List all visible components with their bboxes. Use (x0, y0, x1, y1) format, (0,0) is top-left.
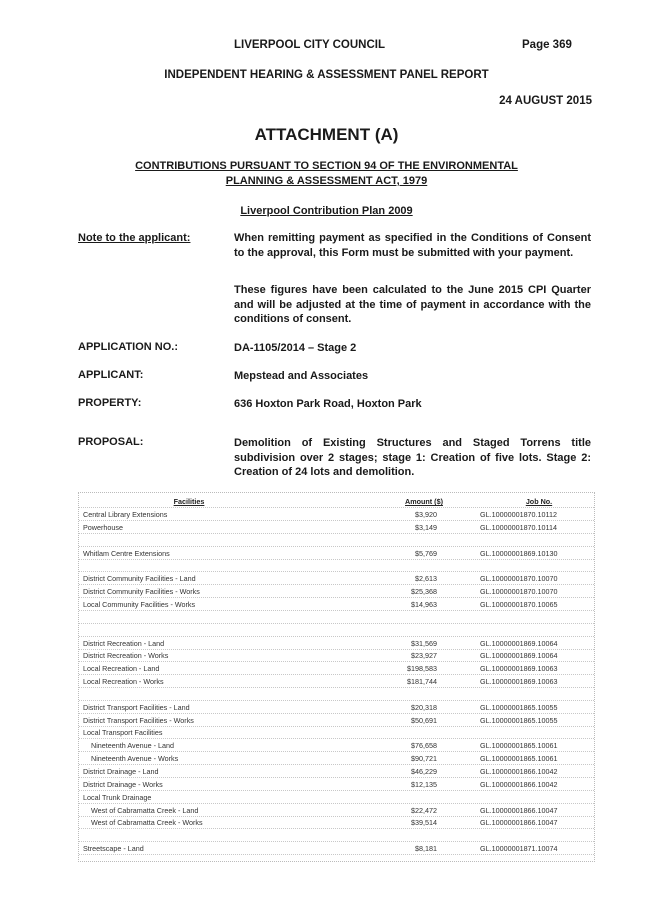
table-row (79, 585, 594, 598)
table-row (79, 688, 594, 701)
job-no-cell: GL.10000001869.10064 (480, 638, 558, 648)
job-no-cell: GL.10000001869.10130 (480, 548, 558, 558)
table-row (79, 842, 594, 855)
facility-cell: District Transport Facilities - Land (83, 702, 190, 712)
header-amount: Amount ($) (405, 497, 443, 506)
amount-cell: $5,769 (415, 548, 437, 558)
amount-cell: $31,569 (411, 638, 437, 648)
amount-cell: $90,721 (411, 754, 437, 764)
plan-name: Liverpool Contribution Plan 2009 (240, 205, 413, 217)
amount-cell: $46,229 (411, 767, 437, 776)
header-facilities: Facilities (173, 497, 205, 506)
applicant-value: Mepstead and Associates (234, 370, 369, 382)
table-row (79, 521, 594, 534)
facility-cell: District Recreation - Land (83, 638, 165, 648)
job-no-cell: GL.10000001870.10070 (480, 587, 558, 597)
amount-cell: $39,514 (411, 818, 437, 828)
facility-cell: District Drainage - Land (83, 767, 159, 776)
facility-cell: District Community Facilities - Works (83, 587, 200, 597)
application-value: DA-1105/2014 – Stage 2 (234, 342, 357, 354)
table-row (79, 637, 594, 650)
job-no-cell: GL.10000001870.10114 (480, 522, 558, 532)
table-row (79, 791, 594, 804)
job-no-cell: GL.10000001871.10074 (480, 844, 558, 854)
facility-cell: District Recreation - Works (83, 651, 169, 661)
table-row (79, 611, 594, 624)
job-no-cell: GL.10000001869.10063 (480, 664, 558, 674)
facility-cell: Central Library Extensions (83, 510, 168, 519)
facility-cell: District Transport Facilities - Works (83, 715, 194, 725)
job-no-cell: GL.10000001870.10112 (480, 510, 558, 519)
amount-cell: $12,135 (411, 779, 437, 789)
note-paragraph-1: When remitting payment as specified in the Conditions of Consent to the approval, this Form must be submitted with your payment. (234, 232, 591, 259)
report-date: 24 AUGUST 2015 (499, 95, 592, 107)
amount-cell: $20,318 (411, 702, 437, 712)
subtitle-line1: CONTRIBUTIONS PURSUANT TO SECTION 94 OF THE ENVIRONMENTAL (135, 160, 518, 172)
facility-cell: Nineteenth Avenue - Works (91, 754, 179, 764)
amount-cell: $2,613 (415, 574, 437, 584)
amount-cell: $3,149 (415, 522, 437, 532)
job-no-cell: GL.10000001865.10061 (480, 741, 558, 751)
facility-cell: Powerhouse (83, 522, 123, 532)
page-number: Page 369 (522, 39, 572, 51)
subtitle-line2: PLANNING & ASSESSMENT ACT, 1979 (225, 175, 428, 187)
table-row (79, 714, 594, 727)
note-label: Note to the applicant: (78, 232, 191, 244)
facility-cell: Streetscape - Land (83, 844, 144, 854)
table-header-row (79, 495, 594, 508)
amount-cell: $23,927 (411, 651, 437, 661)
amount-cell: $181,744 (407, 677, 437, 687)
job-no-cell: GL.10000001865.10055 (480, 702, 558, 712)
facility-cell: Local Recreation - Land (83, 664, 160, 674)
job-no-cell: GL.10000001870.10070 (480, 574, 558, 584)
table-row (79, 752, 594, 765)
job-no-cell: GL.10000001869.10064 (480, 651, 558, 661)
table-row (79, 559, 594, 572)
council-name: LIVERPOOL CITY COUNCIL (234, 39, 386, 51)
amount-cell: $25,368 (411, 587, 437, 597)
facility-cell: Whitlam Centre Extensions (83, 548, 170, 558)
facility-cell: District Drainage - Works (83, 779, 163, 789)
table-row (79, 739, 594, 752)
job-no-cell: GL.10000001866.10047 (480, 818, 558, 828)
facility-cell: District Community Facilities - Land (83, 574, 196, 584)
table-row (79, 765, 594, 778)
table-row (79, 598, 594, 611)
amount-cell: $50,691 (411, 715, 437, 725)
table-row (79, 804, 594, 817)
table-row (79, 572, 594, 585)
table-row (79, 829, 594, 842)
amount-cell: $76,658 (411, 741, 437, 751)
job-no-cell: GL.10000001866.10042 (480, 779, 558, 789)
job-no-cell: GL.10000001870.10065 (480, 599, 558, 609)
job-no-cell: GL.10000001866.10042 (480, 767, 558, 776)
table-row (79, 701, 594, 714)
note-paragraph-2: These figures have been calculated to the June 2015 CPI Quarter and will be adjusted at the time of payment in accordance with the conditions of consent. (234, 284, 591, 325)
table-row (79, 534, 594, 547)
table-row (79, 778, 594, 791)
report-title: INDEPENDENT HEARING & ASSESSMENT PANEL REPORT (164, 69, 489, 81)
job-no-cell: GL.10000001869.10063 (480, 677, 558, 687)
property-label: PROPERTY: (78, 397, 142, 409)
job-no-cell: GL.10000001865.10055 (480, 715, 558, 725)
table-row (79, 508, 594, 521)
job-no-cell: GL.10000001865.10061 (480, 754, 558, 764)
amount-cell: $198,583 (407, 664, 437, 674)
facility-cell: West of Cabramatta Creek - Land (91, 805, 199, 815)
table-row (79, 624, 594, 637)
proposal-label: PROPOSAL: (78, 436, 144, 448)
table-row (79, 547, 594, 560)
table-row (79, 726, 594, 739)
attachment-title: ATTACHMENT (A) (254, 125, 399, 144)
applicant-label: APPLICANT: (78, 369, 144, 381)
contributions-table (78, 492, 595, 862)
job-no-cell: GL.10000001866.10047 (480, 805, 558, 815)
amount-cell: $22,472 (411, 805, 437, 815)
table-row (79, 649, 594, 662)
amount-cell: $3,920 (415, 510, 437, 519)
amount-cell: $14,963 (411, 599, 437, 609)
facility-cell: Local Community Facilities - Works (83, 599, 196, 609)
proposal-value: Demolition of Existing Structures and Staged Torrens title subdivision over 2 stages; stage 1: Creation of five lots. Stage 2: Creation of 24 lots and demolition. (234, 437, 591, 478)
table-row (79, 816, 594, 829)
facility-cell: Local Transport Facilities (83, 728, 163, 738)
table-row (79, 662, 594, 675)
property-value: 636 Hoxton Park Road, Hoxton Park (234, 398, 422, 410)
amount-cell: $8,181 (415, 844, 437, 854)
facility-cell: Local Recreation - Works (83, 677, 164, 687)
facility-cell: Nineteenth Avenue - Land (91, 741, 174, 751)
facility-cell: West of Cabramatta Creek - Works (91, 818, 203, 828)
facility-cell: Local Trunk Drainage (83, 792, 152, 802)
header-job-no: Job No. (525, 497, 553, 506)
application-label: APPLICATION NO.: (78, 341, 179, 353)
table-row (79, 675, 594, 688)
